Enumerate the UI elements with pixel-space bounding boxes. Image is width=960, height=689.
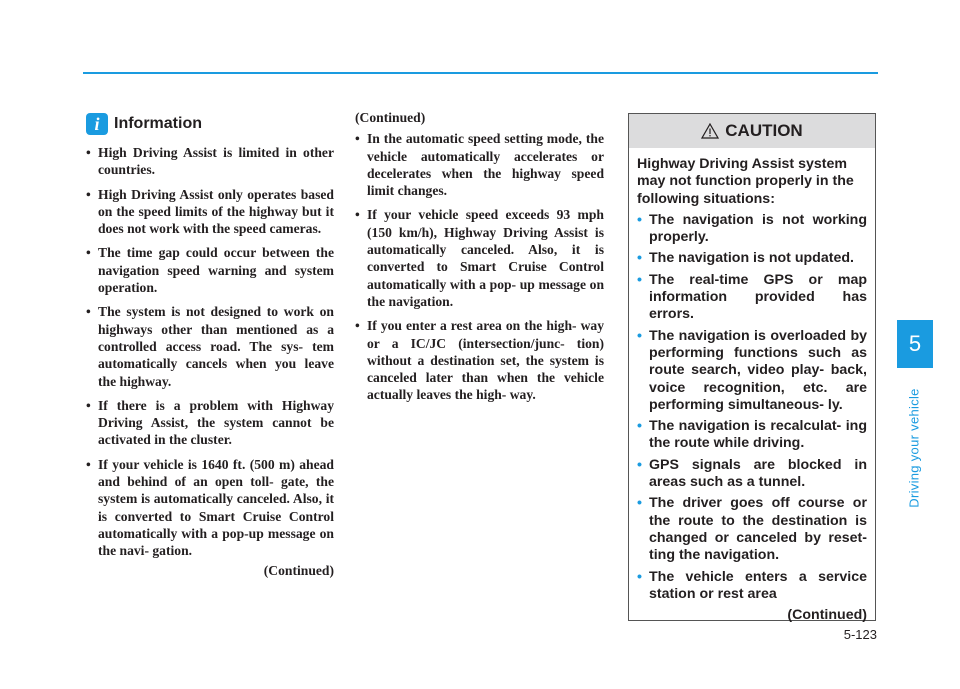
list-item: • The real-time GPS or map information provided has errors.: [637, 272, 867, 324]
list-item: • If there is a problem with Highway Driving Assist, the system cannot be activated in the cluster.: [86, 397, 334, 449]
list-item: • The driver goes off course or the route to the destination is changed or canceled by reset- ting the navigation.: [637, 495, 867, 564]
caution-title: CAUTION: [725, 121, 803, 140]
information-header: [86, 110, 334, 138]
list-item: • The vehicle enters a service station or rest area: [637, 569, 867, 604]
list-item: • The navigation is not working properly.: [637, 212, 867, 247]
info-icon-glyph: i: [94, 113, 100, 134]
caution-body: [629, 148, 875, 624]
list-item: • The navigation is overloaded by performing functions such as route search, video play- back, voice recognition, etc. are performing simultaneous- ly.: [637, 328, 867, 414]
caution-header: [629, 114, 875, 148]
chapter-title: Driving your vehicle: [906, 388, 922, 508]
list-item: • High Driving Assist only operates based on the speed limits of the highway but it does not work with the speed cameras.: [86, 186, 334, 238]
caution-box: [628, 113, 876, 624]
list-item: • High Driving Assist is limited in other countries.: [86, 144, 334, 179]
caution-intro: Highway Driving Assist system may not function properly in the following situations:: [637, 156, 854, 207]
information-continued-column: [355, 110, 604, 411]
page-number: 5-123: [843, 627, 877, 642]
list-item: • If you enter a rest area on the high- way or a IC/JC (intersection/junc- tion) without a destination set, the system is canceled later than when the vehicle actually leaves the high- way.: [355, 317, 604, 403]
caution-continued-note: (Continued): [787, 607, 867, 624]
chapter-number: 5: [908, 331, 922, 356]
information-continued-list: [355, 130, 604, 403]
continued-note: (Continued): [263, 562, 334, 578]
warning-triangle-icon: [701, 123, 719, 139]
information-column: [86, 110, 334, 579]
list-item: • If your vehicle speed exceeds 93 mph (150 km/h), Highway Driving Assist is automatically canceled. Also, it is converted to Smart Cruise Control automatically with a pop- up message on the navigation.: [355, 206, 604, 310]
continued-heading: (Continued): [355, 110, 426, 125]
list-item: • The navigation is not updated.: [637, 250, 867, 267]
list-item: • The system is not designed to work on highways other than mentioned as a controlled access road. The sys- tem automatically cancels when you leave the highway.: [86, 303, 334, 389]
list-item: • The navigation is recalculat- ing the route while driving.: [637, 418, 867, 453]
information-title: Information: [114, 115, 202, 132]
list-item: • The time gap could occur between the navigation speed warning and system operation.: [86, 244, 334, 296]
caution-list: [637, 212, 867, 603]
chapter-label: [896, 388, 932, 508]
chapter-tab: [897, 320, 933, 368]
list-item: • GPS signals are blocked in areas such as a tunnel.: [637, 457, 867, 492]
header-rule: [83, 72, 878, 74]
list-item: • If your vehicle is 1640 ft. (500 m) ahead and behind of an open toll- gate, the system is automatically canceled. Also, it is converted to Smart Cruise Control automatically with a pop-up message on the navi- gation.: [86, 456, 334, 560]
list-item: • In the automatic speed setting mode, the vehicle automatically accelerates or decelerates when the highway speed limit changes.: [355, 130, 604, 199]
information-list: [86, 144, 334, 560]
info-icon: [86, 113, 108, 135]
